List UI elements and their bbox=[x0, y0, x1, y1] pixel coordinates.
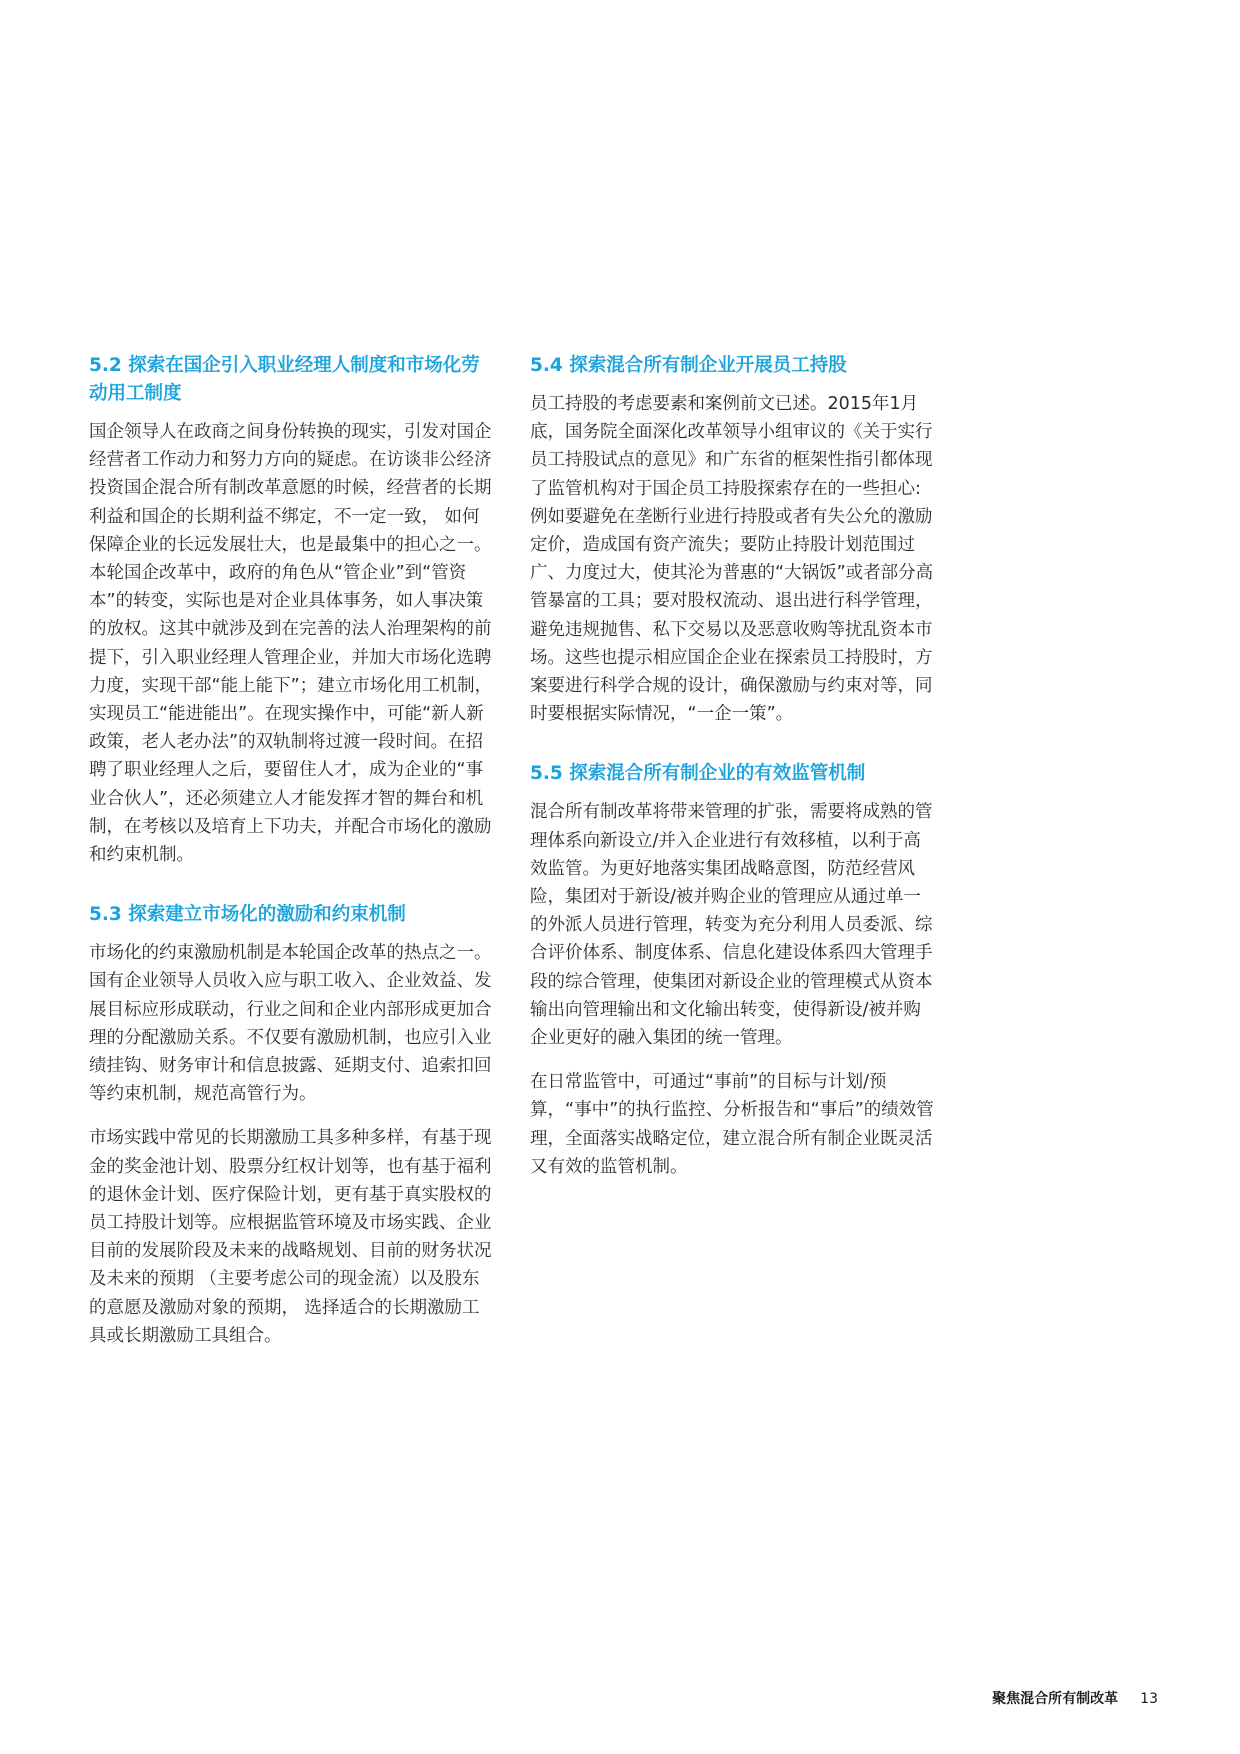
section-5-3 bbox=[89, 901, 493, 1350]
section-5-2 bbox=[89, 352, 493, 869]
section-heading: 5.4 探索混合所有制企业开展员工持股 bbox=[530, 355, 847, 376]
section-heading: 5.5 探索混合所有制企业的有效监管机制 bbox=[530, 763, 866, 785]
section-5-5 bbox=[530, 760, 934, 1181]
left-column bbox=[89, 352, 493, 1382]
paragraph: 国企领导人在政商之间身份转换的现实，引发对国企经营者工作动力和努力方向的疑虑。在访谈非公经济投资国企混合所有制改革意愿的时候，经营者的长期利益和国企的长期利益不绑定，不一定一致， 如何保障企业的长远发展壮大，也是最集中的担心之一。本轮国企改革中，政府的角色从“管企业”到“管资本”的转变，实际也是对企业具体事务，如人事决策的放权。这其中就涉及到在完善的法人治理架构的前提下，引入职业经理人管理企业，并加大市场化选聘力度，实现干部“能上能下”；建立市场化用工机制，实现员工“能进能出”。在现实操作中，可能“新人新政策，老人老办法”的双轨制将过渡一段时间。在招聘了职业经理人之后，要留住人才，成为企业的“事业合伙人”，还必须建立人才能发挥才智的舞台和机制，在考核以及培育上下功夫，并配合市场化的激励和约束机制。 bbox=[89, 422, 493, 866]
paragraph: 员工持股的考虑要素和案例前文已述。2015年1月底，国务院全面深化改革领导小组审议的《关于实行员工持股试点的意见》和广东省的框架性指引都体现了监管机构对于国企员工持股探索存在的一些担心: 例如要避免在垄断行业进行持股或者有失公允的激励定价，造成国有资产流失；要防止持股计划范围过广、力度过大，使其沦为普惠的“大锅饭”或者部分高管暴富的工具；要对股权流动、退出进行科学管理，避免违规抛售、私下交易以及恶意收购等扰乱资本市场。这些也提示相应国企企业在探索员工持股时，方案要进行科学合规的设计，确保激励与约束对等，同时要根据实际情况，“一企一策”。 bbox=[530, 394, 934, 725]
paragraph: 在日常监管中，可通过“事前”的目标与计划/预算，“事中”的执行监控、分析报告和“事后”的绩效管理，全面落实战略定位，建立混合所有制企业既灵活又有效的监管机制。 bbox=[530, 1072, 934, 1177]
page-footer bbox=[992, 1688, 1158, 1708]
right-column bbox=[530, 352, 934, 1213]
section-heading: 5.3 探索建立市场化的激励和约束机制 bbox=[89, 904, 406, 926]
paragraph: 混合所有制改革将带来管理的扩张，需要将成熟的管理体系向新设立/并入企业进行有效移植，以利于高效监管。为更好地落实集团战略意图，防范经营风险，集团对于新设/被并购企业的管理应从通过单一的外派人员进行管理，转变为充分利用人员委派、综合评价体系、制度体系、信息化建设体系四大管理手段的综合管理，使集团对新设企业的管理模式从资本输出向管理输出和文化输出转变，使得新设/被并购企业更好的融入集团的统一管理。 bbox=[530, 802, 933, 1049]
paragraph: 市场化的约束激励机制是本轮国企改革的热点之一。国有企业领导人员收入应与职工收入、企业效益、发展目标应形成联动，行业之间和企业内部形成更加合理的分配激励关系。不仅要有激励机制，也应引入业绩挂钩、财务审计和信息披露、延期支付、追索扣回等约束机制，规范高管行为。 bbox=[89, 943, 492, 1105]
paragraph: 市场实践中常见的长期激励工具多种多样，有基于现金的奖金池计划、股票分红权计划等，也有基于福利的退休金计划、医疗保险计划，更有基于真实股权的员工持股计划等。应根据监管环境及市场实践、企业目前的发展阶段及未来的战略规划、目前的财务状况及未来的预期 （主要考虑公司的现金流）以及股东的意愿及激励对象的预期， 选择适合的长期激励工具或长期激励工具组合。 bbox=[89, 1128, 492, 1346]
section-5-4 bbox=[530, 352, 934, 728]
footer-title: 聚焦混合所有制改革 bbox=[992, 1691, 1119, 1707]
page-number: 13 bbox=[1140, 1691, 1158, 1707]
section-heading: 5.2 探索在国企引入职业经理人制度和市场化劳动用工制度 bbox=[89, 355, 480, 404]
